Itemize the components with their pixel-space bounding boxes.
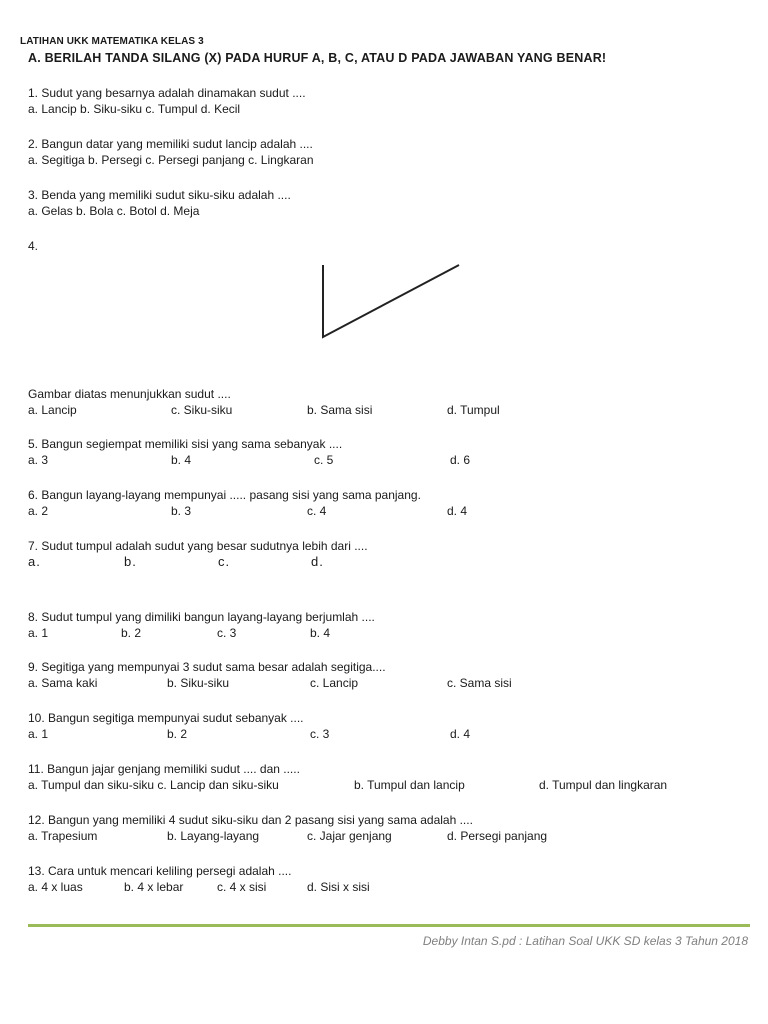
section-instruction: A. BERILAH TANDA SILANG (X) PADA HURUF A, B, C, ATAU D PADA JAWABAN YANG BENAR!	[28, 51, 607, 65]
question-1-text: 1. Sudut yang besarnya adalah dinamakan sudut ....	[28, 86, 306, 100]
question-12-option-d: d. Persegi panjang	[447, 829, 548, 843]
question-8-option-b: b. 2	[121, 626, 142, 640]
footer-divider	[28, 924, 750, 927]
question-12-option-c: c. Jajar genjang	[307, 829, 392, 843]
question-7-option-b: b.	[124, 554, 137, 569]
question-9-text: 9. Segitiga yang mempunyai 3 sudut sama besar adalah segitiga....	[28, 660, 386, 674]
acute-angle-figure	[318, 260, 468, 344]
question-6-option-a: a. 2	[28, 504, 49, 518]
question-9-option-b: b. Siku-siku	[167, 676, 230, 690]
question-7-text: 7. Sudut tumpul adalah sudut yang besar sudutnya lebih dari ....	[28, 539, 368, 553]
question-13-option-c: c. 4 x sisi	[217, 880, 267, 894]
question-13-text: 13. Cara untuk mencari keliling persegi adalah ....	[28, 864, 292, 878]
question-10-text: 10. Bangun segitiga mempunyai sudut sebanyak ....	[28, 711, 304, 725]
question-4-option-b: b. Sama sisi	[307, 403, 373, 417]
question-1-options: a. Lancip b. Siku-siku c. Tumpul d. Kecil	[28, 102, 241, 116]
question-4-caption: Gambar diatas menunjukkan sudut ....	[28, 387, 231, 401]
question-6-option-c: c. 4	[307, 504, 327, 518]
question-10-option-c: c. 3	[310, 727, 330, 741]
question-6-option-d: d. 4	[447, 504, 468, 518]
question-11-option-b: b. Tumpul dan lancip	[354, 778, 465, 792]
question-5-text: 5. Bangun segiempat memiliki sisi yang sama sebanyak ....	[28, 437, 343, 451]
question-13-option-d: d. Sisi x sisi	[307, 880, 370, 894]
question-5-option-a: a. 3	[28, 453, 49, 467]
question-12-option-b: b. Layang-layang	[167, 829, 260, 843]
question-13-option-a: a. 4 x luas	[28, 880, 83, 894]
question-3-text: 3. Benda yang memiliki sudut siku-siku adalah ....	[28, 188, 291, 202]
question-10-option-a: a. 1	[28, 727, 49, 741]
question-4-option-d: d. Tumpul	[447, 403, 500, 417]
question-11-option-d: d. Tumpul dan lingkaran	[539, 778, 668, 792]
question-3-options: a. Gelas b. Bola c. Botol d. Meja	[28, 204, 200, 218]
question-4-option-a: a. Lancip	[28, 403, 77, 417]
question-10-option-b: b. 2	[167, 727, 188, 741]
question-9-option-a: a. Sama kaki	[28, 676, 98, 690]
footer-credit: Debby Intan S.pd : Latihan Soal UKK SD kelas 3 Tahun 2018	[422, 934, 748, 948]
question-9-option-d: c. Sama sisi	[447, 676, 512, 690]
question-8-option-d: b. 4	[310, 626, 331, 640]
question-10-option-d: d. 4	[450, 727, 471, 741]
question-6-option-b: b. 3	[171, 504, 192, 518]
question-4-option-c: c. Siku-siku	[171, 403, 233, 417]
question-7-option-d: d.	[311, 554, 324, 569]
question-6-text: 6. Bangun layang-layang mempunyai ..... pasang sisi yang sama panjang.	[28, 488, 421, 502]
question-2-options: a. Segitiga b. Persegi c. Persegi panjang c. Lingkaran	[28, 153, 314, 167]
question-8-text: 8. Sudut tumpul yang dimiliki bangun layang-layang berjumlah ....	[28, 610, 375, 624]
question-5-option-d: d. 6	[450, 453, 471, 467]
worksheet-header: LATIHAN UKK MATEMATIKA KELAS 3	[20, 36, 204, 47]
question-12-text: 12. Bangun yang memiliki 4 sudut siku-siku dan 2 pasang sisi yang sama adalah ....	[28, 813, 473, 827]
question-2-text: 2. Bangun datar yang memiliki sudut lancip adalah ....	[28, 137, 313, 151]
question-4-text: 4.	[28, 239, 39, 253]
question-7-option-a: a.	[28, 554, 41, 569]
question-9-option-c: c. Lancip	[310, 676, 359, 690]
question-11-text: 11. Bangun jajar genjang memiliki sudut .... dan .....	[28, 762, 300, 776]
question-5-option-b: b. 4	[171, 453, 192, 467]
question-8-option-c: c. 3	[217, 626, 237, 640]
question-5-option-c: c. 5	[314, 453, 334, 467]
question-7-option-c: c.	[218, 554, 231, 569]
question-13-option-b: b. 4 x lebar	[124, 880, 184, 894]
question-11-option-a-c: a. Tumpul dan siku-siku c. Lancip dan siku-siku	[28, 778, 279, 792]
question-12-option-a: a. Trapesium	[28, 829, 98, 843]
question-8-option-a: a. 1	[28, 626, 49, 640]
